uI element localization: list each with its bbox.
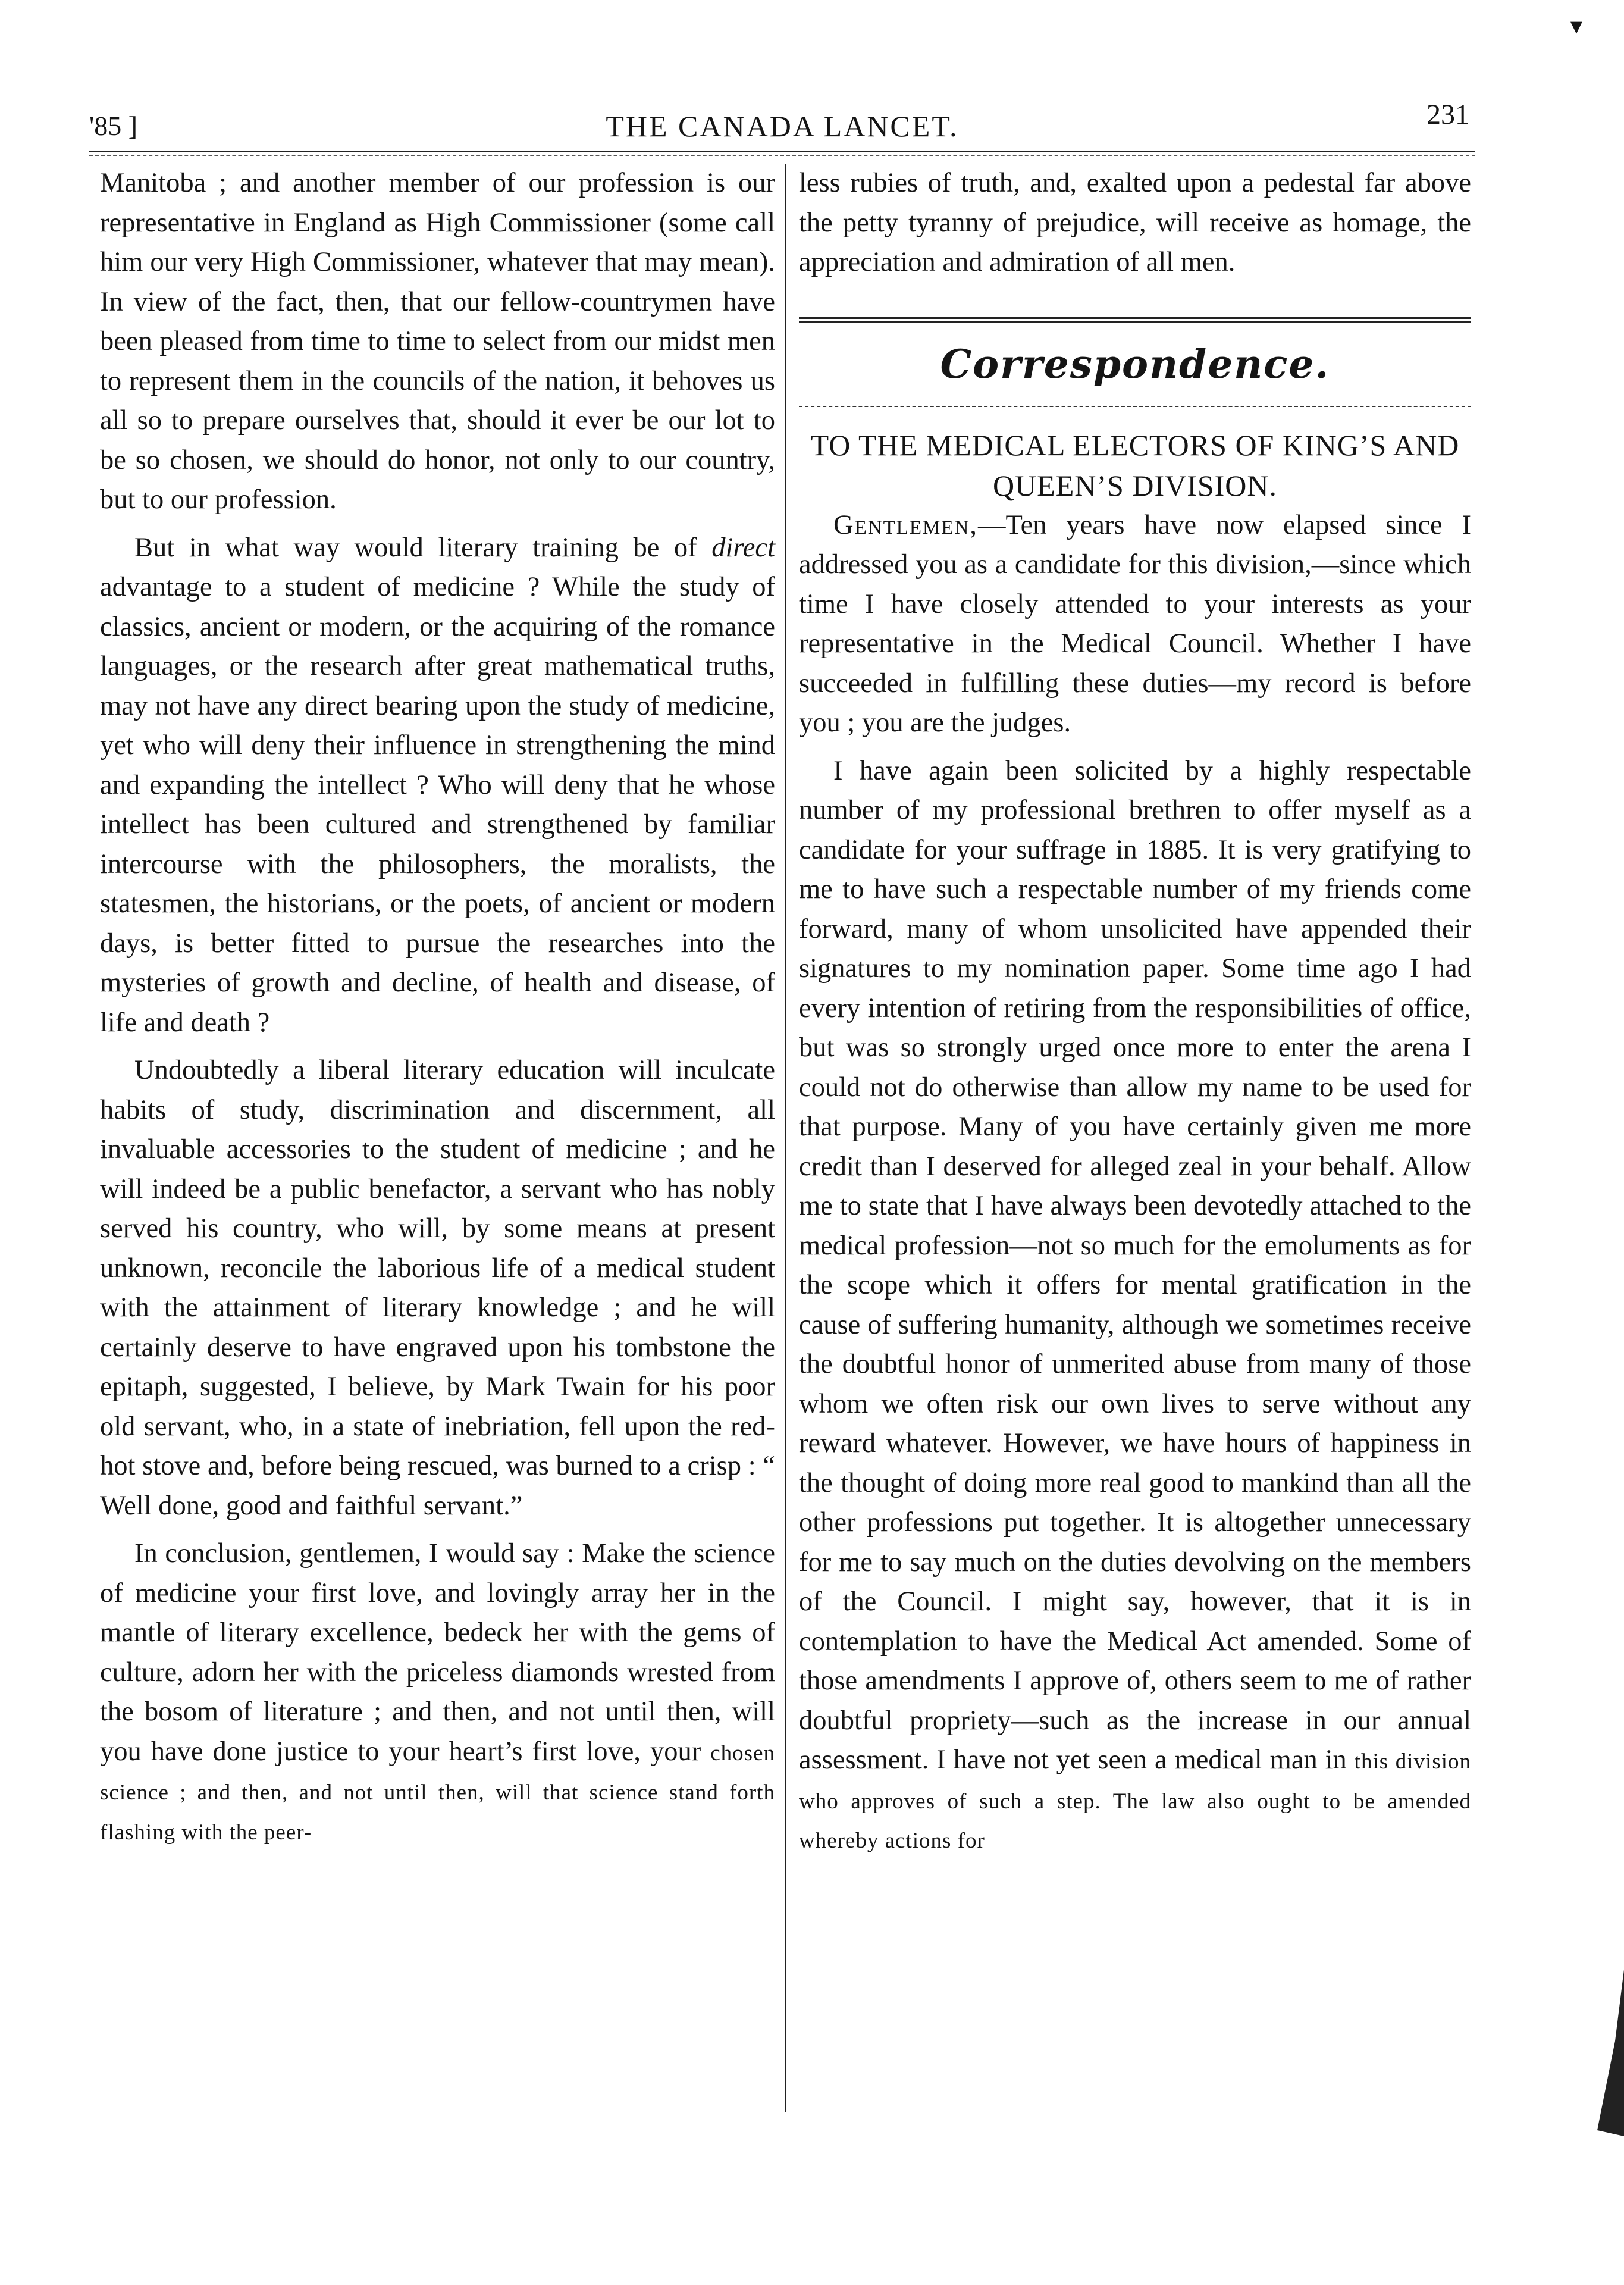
page-number: 231 bbox=[1427, 99, 1469, 130]
corner-mark: ▾ bbox=[1570, 12, 1582, 39]
paragraph: less rubies of truth, and, exalted upon a pedestal far above the petty tyranny of prejudice, will receive as homage, the appreciation and admiration of all men. bbox=[799, 168, 1471, 277]
right-column bbox=[799, 164, 1471, 2104]
header-issue-mark: '85 ] bbox=[89, 111, 138, 141]
section-rule bbox=[799, 317, 1471, 323]
left-column bbox=[100, 164, 775, 2104]
paragraph: Manitoba ; and another member of our profession is our representative in England as High Commissioner (some call him our very High Commissioner, whatever that may mean). In view of the fact, then, that our fellow-countrymen have been pleased from time to time to select from our midst men to represent them in the councils of the nation, it behoves us all so to prepare ourselves that, should it ever be our lot to be so chosen, we should do honor, not only to our country, but to our profession. bbox=[100, 168, 775, 515]
paragraph bbox=[100, 1534, 775, 1851]
section-title: Correspondence. bbox=[940, 340, 1330, 387]
salutation: Gentlemen, bbox=[833, 509, 978, 540]
emphasis-text: direct bbox=[711, 532, 775, 563]
page-header bbox=[89, 98, 1475, 152]
paragraph bbox=[799, 506, 1471, 743]
small-text: chosen science ; and then, and not until then, will that science stand forth flashing with the peer- bbox=[100, 1741, 775, 1845]
journal-title: THE CANADA LANCET. bbox=[606, 109, 959, 143]
paragraph bbox=[100, 528, 775, 1043]
header-rule bbox=[89, 151, 1475, 152]
section-rule-thin bbox=[799, 406, 1471, 407]
paragraph: Undoubtedly a liberal literary education will inculcate habits of study, discrimination and discernment, all invaluable accessories to the student of medicine ; and he will indeed be a public benefactor, a servant who has nobly served his country, who will, by some means at present unknown, reconcile the laborious life of a medical student with the attainment of literary knowledge ; and he will certainly deserve to have engraved upon his tombstone the epitaph, suggested, I believe, by Mark Twain for his poor old servant, who, in a state of inebriation, fell upon the red-hot stove and, before being rescued, was burned to a crisp : “ Well done, good and faithful servant.” bbox=[100, 1055, 775, 1521]
paragraph-text: I have again been solicited by a highly respectable number of my professional brethren to offer myself as a candidate for your suffrage in 1885. It is very gratifying to me to have such a respectable number of my friends come forward, many of whom unsolicited have appended their signatures to my nomination paper. Some time ago I had every intention of retiring from the responsibilities of office, but was so strongly urged once more to enter the arena I could not do otherwise than allow my name to be used for that purpose. Many of you have certainly given me more credit than I deserved for alleged zeal in your behalf. Allow me to state that I have always been devotedly attached to the medical profession—not so much for the emoluments as for the scope which it offers for mental gratification in the cause of suffering humanity, although we sometimes receive the doubtful honor of unmerited abuse from many of those whom we often risk our own lives to serve without any reward whatever. However, we have hours of happiness in the thought of doing more real good to mankind than all the other professions put together. It is altogether unnecessary for me to say much on the duties devolving on the members of the Council. I might say, however, that it is in contemplation to have the Medical Act amended. Some of those amendments I approve of, others seem to me of rather doubtful propriety—such as the increase in our annual assessment. I have not yet seen a medical man in bbox=[799, 755, 1471, 1775]
paragraph-text: advantage to a student of medicine ? While the study of classics, ancient or modern, or the acquiring of the romance languages, or the research after great mathematical truths, may not have any direct bearing upon the study of medicine, yet who will deny their influence in strengthening the mind and expanding the intellect ? Who will deny that he whose intellect has been cultured and strengthened by familiar intercourse with the philosophers, the moralists, the statesmen, the historians, or the poets, of ancient or modern days, is better fitted to pursue the researches into the mysteries of growth and decline, of health and disease, of life and death ? bbox=[100, 572, 775, 1038]
paragraph-text: In conclusion, gentlemen, I would say : Make the science of medicine your first love, and lovingly array her in the mantle of literary excellence, bedeck her with the gems of culture, adorn her with the priceless diamonds wrested from the bosom of literature ; and then, and not until then, will you have done justice to your heart’s first love, your bbox=[100, 1538, 775, 1767]
column-divider bbox=[785, 164, 786, 2112]
paragraph-text: —Ten years have now elapsed since I addressed you as a candidate for this division,—since which time I have closely attended to your interests as your representative in the Medical Council. Whether I have succeeded in fulfilling these duties—my record is before you ; you are the judges. bbox=[799, 509, 1471, 738]
small-text: this division who approves of such a step. The law also ought to be amended whereby actions for bbox=[799, 1749, 1472, 1853]
header-rule-dashed bbox=[89, 155, 1475, 156]
page-edge-mark bbox=[1591, 1970, 1624, 2136]
letter-heading: TO THE MEDICAL ELECTORS OF KING’S AND QUEEN’S DIVISION. bbox=[810, 428, 1460, 502]
paragraph-text: But in what way would literary training be of bbox=[134, 532, 712, 563]
paragraph bbox=[799, 752, 1471, 1860]
